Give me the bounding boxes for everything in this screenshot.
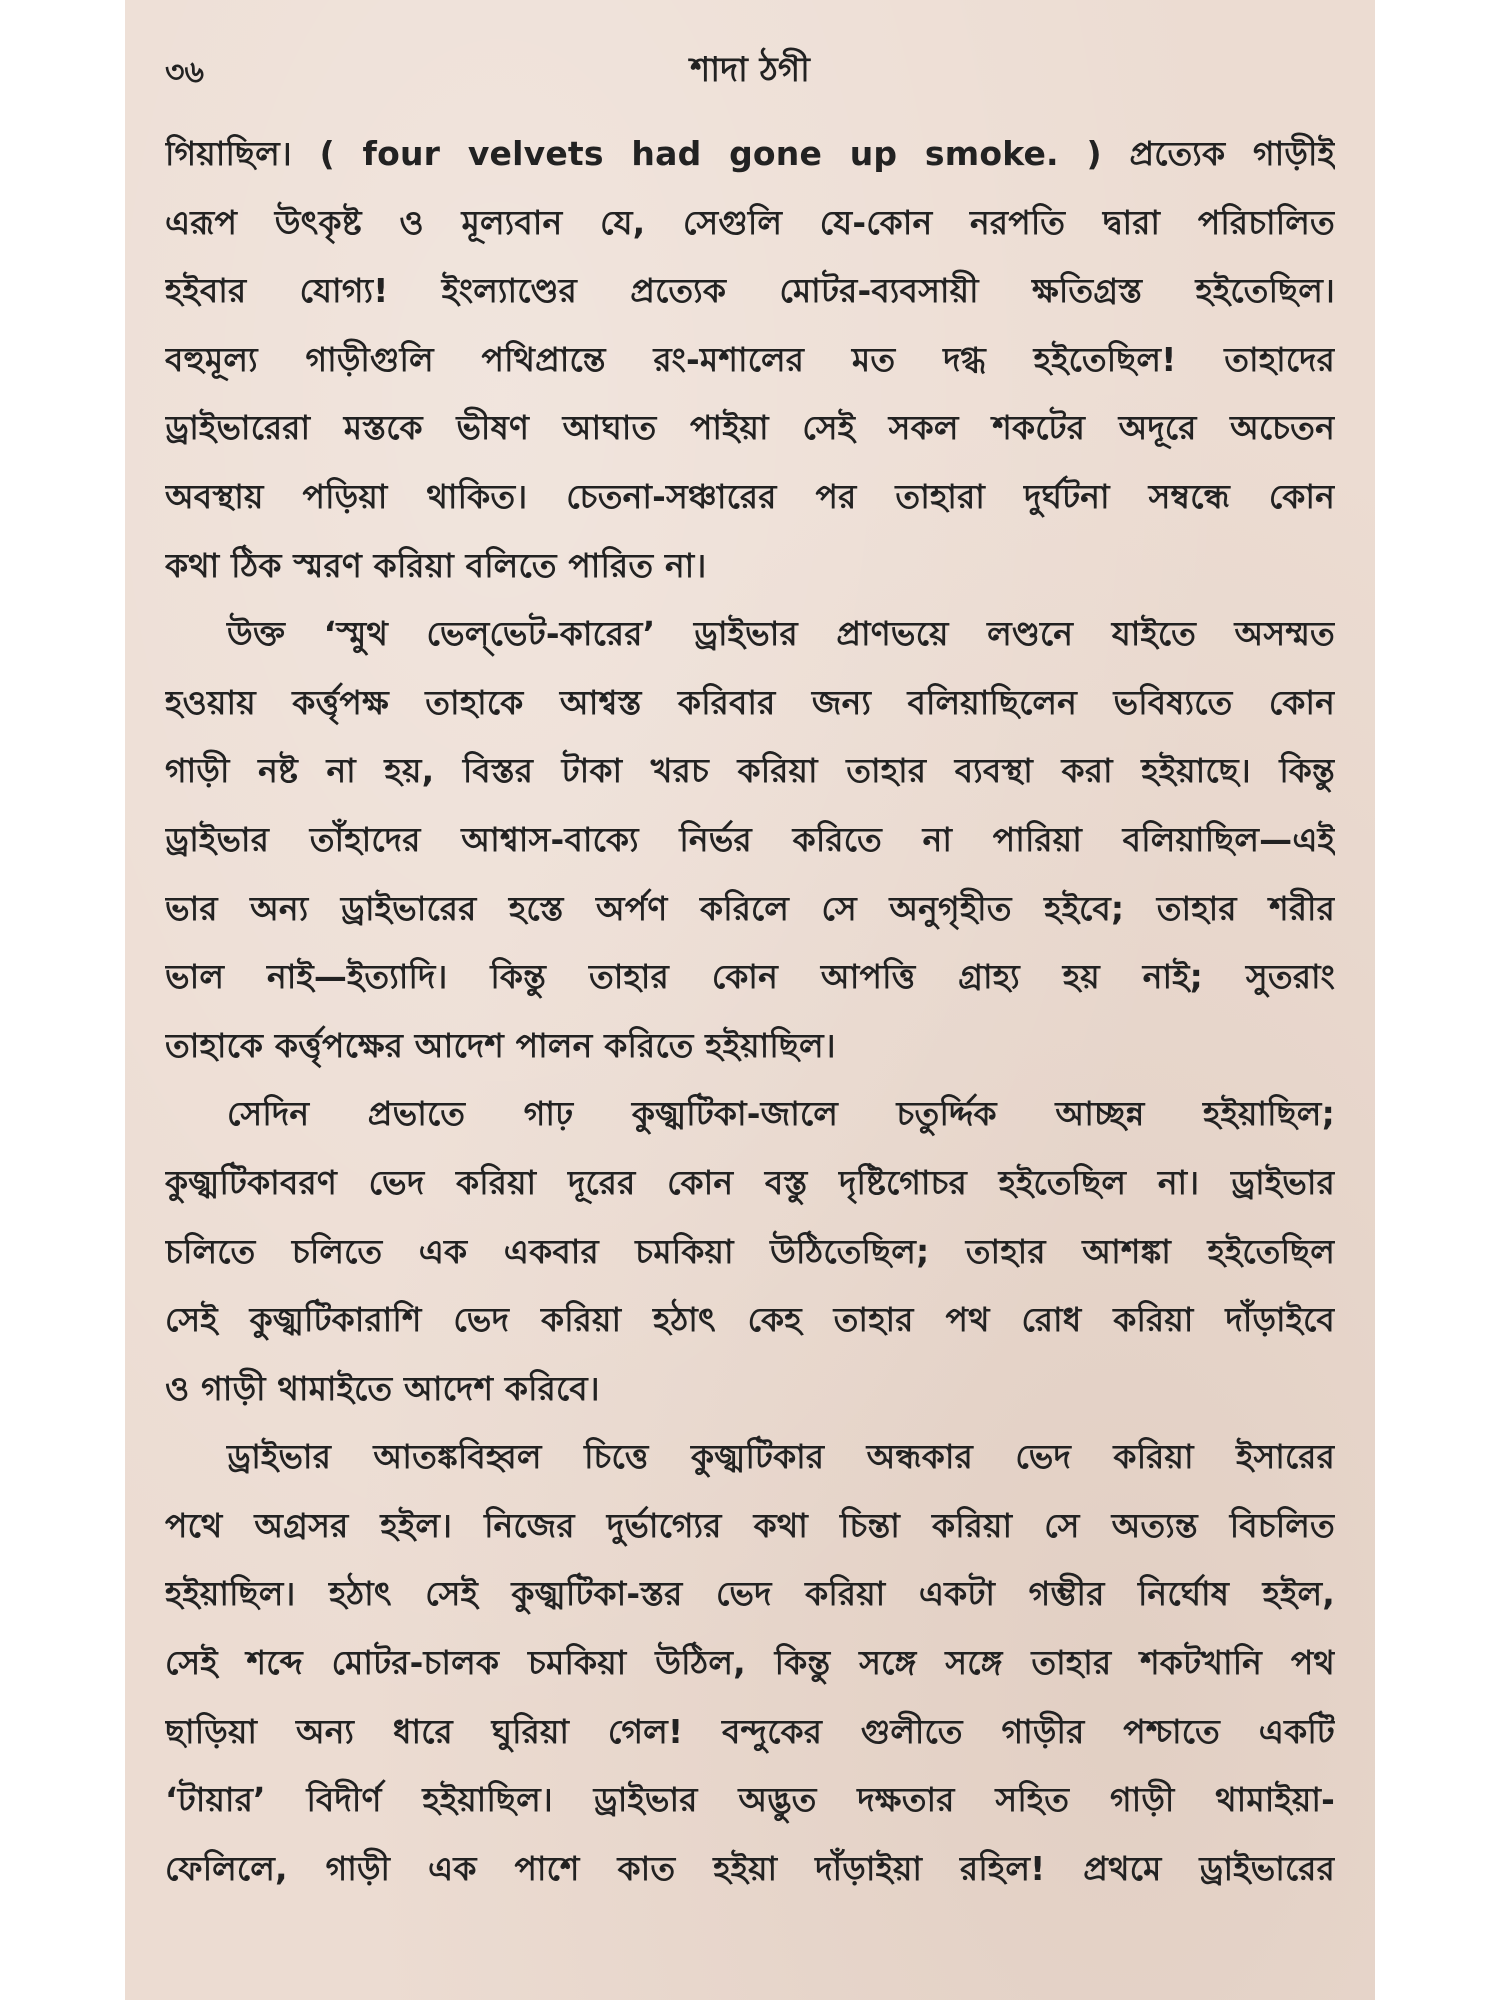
text-line: কথা ঠিক স্মরণ করিয়া বলিতে পারিত না। xyxy=(165,545,707,585)
text-line: এরূপ উৎকৃষ্ট ও মূল্যবান যে, সেগুলি যে-কোন নরপতি দ্বারা পরিচালিত xyxy=(165,202,1335,242)
text-line: সেই কুজ্ঝটিকারাশি ভেদ করিয়া হঠাৎ কেহ তাহার পথ রোধ করিয়া দাঁড়াইবে xyxy=(165,1300,1335,1340)
text-line: ছাড়িয়া অন্য ধারে ঘুরিয়া গেল! বন্দুকের গুলীতে গাড়ীর পশ্চাতে একটি xyxy=(165,1711,1335,1751)
text-line: গাড়ী নষ্ট না হয়, বিস্তর টাকা খরচ করিয়া তাহার ব্যবস্থা করা হইয়াছে। কিন্তু xyxy=(165,751,1335,791)
text-line: গিয়াছিল। ( four velvets had gone up smoke. ) প্রত্যেক গাড়ীই xyxy=(165,134,1335,173)
paragraph-start-line: ড্রাইভার আতঙ্কবিহ্বল চিত্তে কুজ্ঝটিকার অন্ধকার ভেদ করিয়া ইসারের xyxy=(227,1437,1335,1477)
body-text xyxy=(165,120,1335,1903)
page-header xyxy=(165,40,1335,90)
text-line: হইবার যোগ্য! ইংল্যাণ্ডের প্রত্যেক মোটর-ব্যবসায়ী ক্ষতিগ্রস্ত হইতেছিল। xyxy=(165,271,1335,311)
page-number: ৩৬ xyxy=(165,55,205,90)
text-line: তাহাকে কর্ত্তৃপক্ষের আদেশ পালন করিতে হইয়াছিল। xyxy=(165,1025,836,1065)
text-line: ফেলিলে, গাড়ী এক পাশে কাত হইয়া দাঁড়াইয়া রহিল! প্রথমে ড্রাইভারের xyxy=(165,1848,1335,1888)
text-line: হওয়ায় কর্ত্তৃপক্ষ তাহাকে আশ্বস্ত করিবার জন্য বলিয়াছিলেন ভবিষ্যতে কোন xyxy=(165,682,1335,722)
paragraph-start-line: সেদিন প্রভাতে গাঢ় কুজ্ঝটিকা-জালে চতুর্দ্দিক আচ্ছন্ন হইয়াছিল; xyxy=(227,1094,1335,1134)
text-line: ড্রাইভার তাঁহাদের আশ্বাস-বাক্যে নির্ভর করিতে না পারিয়া বলিয়াছিল—এই xyxy=(165,819,1335,859)
book-page xyxy=(125,0,1375,2000)
text-line: ভার অন্য ড্রাইভারের হস্তে অর্পণ করিলে সে অনুগৃহীত হইবে; তাহার শরীর xyxy=(165,888,1335,928)
text-line: বহুমূল্য গাড়ীগুলি পথিপ্রান্তে রং-মশালের মত দগ্ধ হইতেছিল! তাহাদের xyxy=(165,339,1335,379)
text-line: চলিতে চলিতে এক একবার চমকিয়া উঠিতেছিল; তাহার আশঙ্কা হইতেছিল xyxy=(165,1231,1335,1271)
running-head-title: শাদা ঠগী xyxy=(690,50,810,90)
text-line: ড্রাইভারেরা মস্তকে ভীষণ আঘাত পাইয়া সেই সকল শকটের অদূরে অচেতন xyxy=(165,408,1335,448)
text-line: ও গাড়ী থামাইতে আদেশ করিবে। xyxy=(165,1368,600,1408)
text-line: ভাল নাই—ইত্যাদি। কিন্তু তাহার কোন আপত্তি গ্রাহ্য হয় নাই; সুতরাং xyxy=(165,957,1335,997)
text-line: অবস্থায় পড়িয়া থাকিত। চেতনা-সঞ্চারের পর তাহারা দুর্ঘটনা সম্বন্ধে কোন xyxy=(165,476,1335,516)
text-line: হইয়াছিল। হঠাৎ সেই কুজ্ঝটিকা-স্তর ভেদ করিয়া একটা গম্ভীর নির্ঘোষ হইল, xyxy=(165,1574,1335,1614)
text-line: ‘টায়ার’ বিদীর্ণ হইয়াছিল। ড্রাইভার অদ্ভুত দক্ষতার সহিত গাড়ী থামাইয়া- xyxy=(165,1780,1335,1820)
text-line: পথে অগ্রসর হইল। নিজের দুর্ভাগ্যের কথা চিন্তা করিয়া সে অত্যন্ত বিচলিত xyxy=(165,1505,1335,1545)
paragraph-start-line: উক্ত ‘স্মুথ ভেল্‌ভেট-কারের’ ড্রাইভার প্রাণভয়ে লণ্ডনে যাইতে অসম্মত xyxy=(227,614,1335,654)
text-line: সেই শব্দে মোটর-চালক চমকিয়া উঠিল, কিন্তু সঙ্গে সঙ্গে তাহার শকটখানি পথ xyxy=(165,1643,1335,1683)
text-line: কুজ্ঝটিকাবরণ ভেদ করিয়া দূরের কোন বস্তু দৃষ্টিগোচর হইতেছিল না। ড্রাইভার xyxy=(165,1162,1335,1202)
